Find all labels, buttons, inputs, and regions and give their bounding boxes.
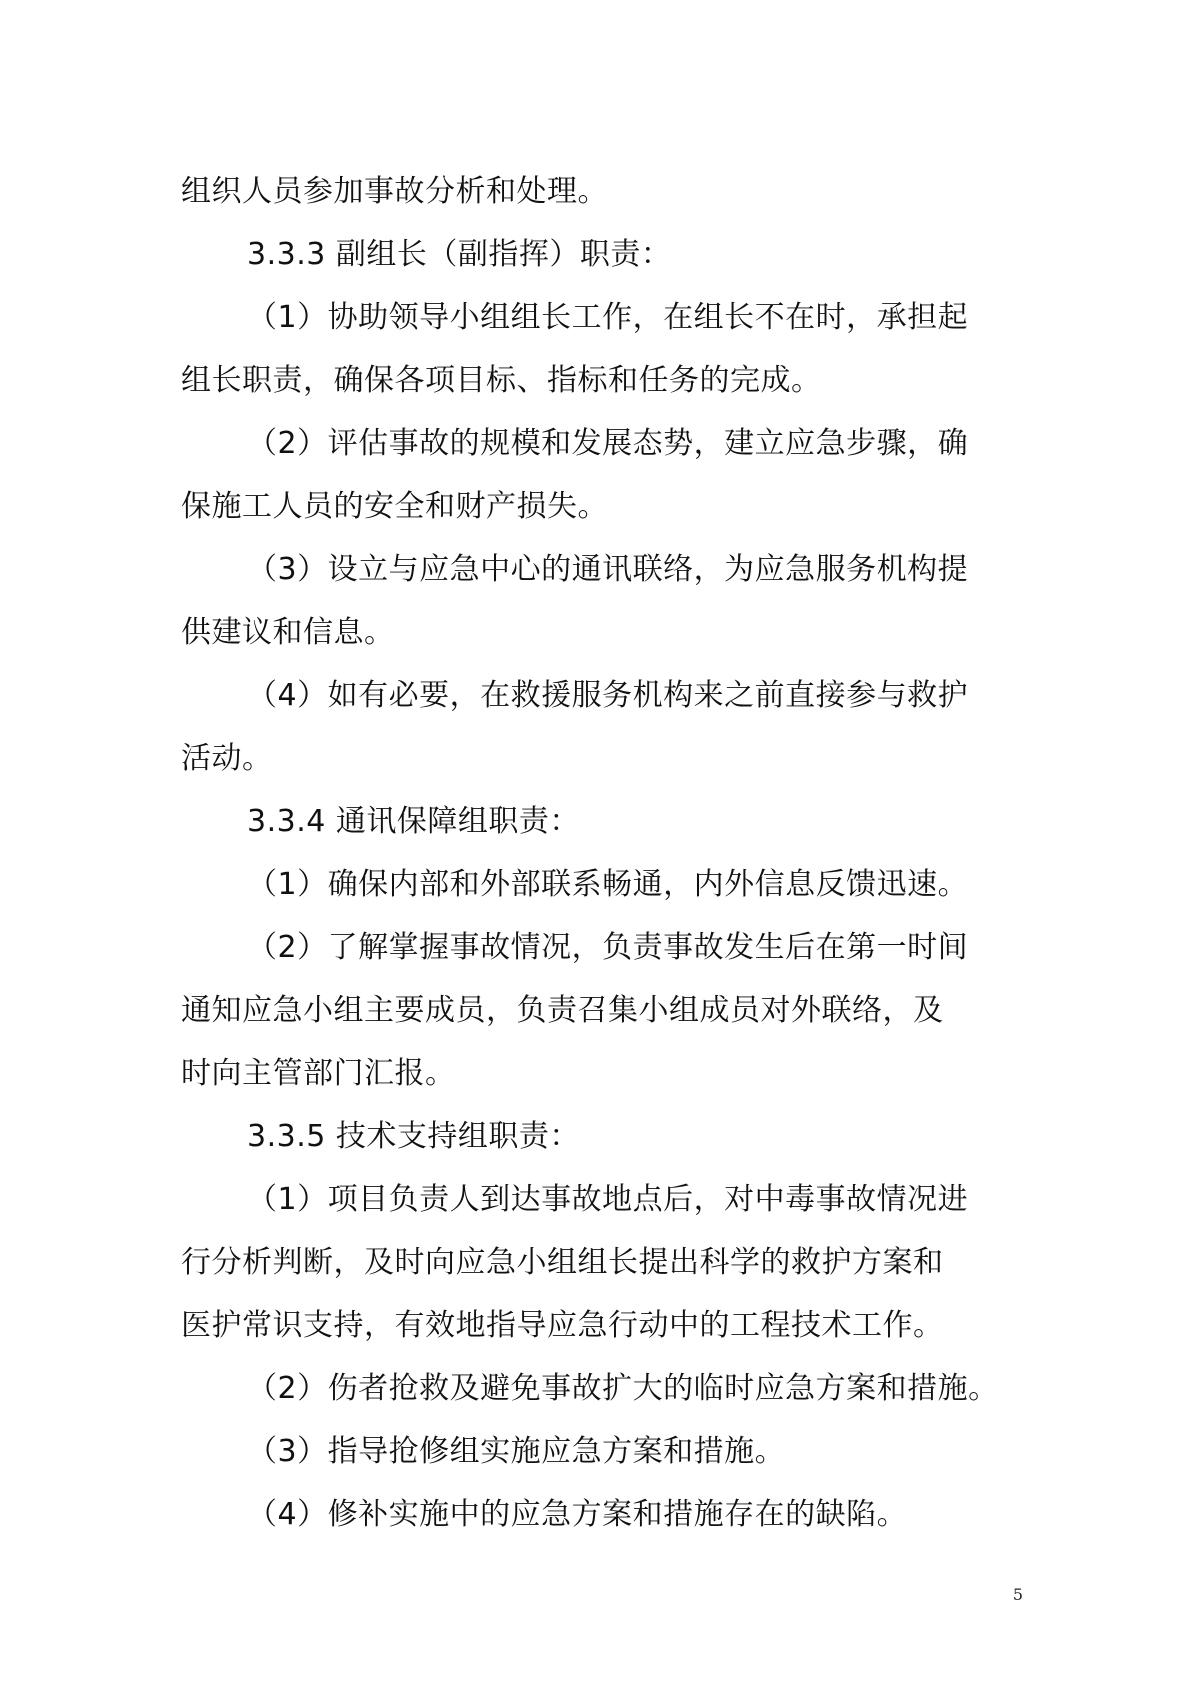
document-body <box>181 160 1041 1546</box>
paragraph-line: （4）修补实施中的应急方案和措施存在的缺陷。 <box>247 1497 908 1532</box>
paragraph-line: （2）评估事故的规模和发展态势，建立应急步骤，确 <box>247 426 969 461</box>
paragraph-line: （1）项目负责人到达事故地点后，对中毒事故情况进 <box>247 1182 969 1217</box>
paragraph-line: （1）协助领导小组组长工作，在组长不在时，承担起 <box>247 300 969 335</box>
paragraph-line: 医护常识支持，有效地指导应急行动中的工程技术工作。 <box>181 1308 944 1343</box>
paragraph-line: 时向主管部门汇报。 <box>181 1056 456 1091</box>
paragraph-line: （2）了解掌握事故情况，负责事故发生后在第一时间 <box>247 930 969 965</box>
paragraph-line: （2）伤者抢救及避免事故扩大的临时应急方案和措施。 <box>247 1371 999 1406</box>
paragraph-line: 组织人员参加事故分析和处理。 <box>181 174 608 209</box>
paragraph-line: 通知应急小组主要成员，负责召集小组成员对外联络，及 <box>181 993 944 1028</box>
paragraph-line: （3）设立与应急中心的通讯联络，为应急服务机构提 <box>247 552 969 587</box>
paragraph-line: 保施工人员的安全和财产损失。 <box>181 489 608 524</box>
paragraph-line: 组长职责，确保各项目标、指标和任务的完成。 <box>181 363 822 398</box>
section-heading-3-3-4: 3.3.4 通讯保障组职责： <box>247 804 580 839</box>
paragraph-line: （1）确保内部和外部联系畅通，内外信息反馈迅速。 <box>247 867 969 902</box>
section-heading-3-3-5: 3.3.5 技术支持组职责： <box>247 1119 580 1154</box>
paragraph-line: （3）指导抢修组实施应急方案和措施。 <box>247 1434 786 1469</box>
section-heading-3-3-3: 3.3.3 副组长（副指挥）职责： <box>247 237 672 272</box>
paragraph-line: 行分析判断，及时向应急小组组长提出科学的救护方案和 <box>181 1245 944 1280</box>
paragraph-line: （4）如有必要，在救援服务机构来之前直接参与救护 <box>247 678 969 713</box>
page-number: 5 <box>1012 1585 1024 1604</box>
paragraph-line: 活动。 <box>181 741 273 776</box>
paragraph-line: 供建议和信息。 <box>181 615 395 650</box>
